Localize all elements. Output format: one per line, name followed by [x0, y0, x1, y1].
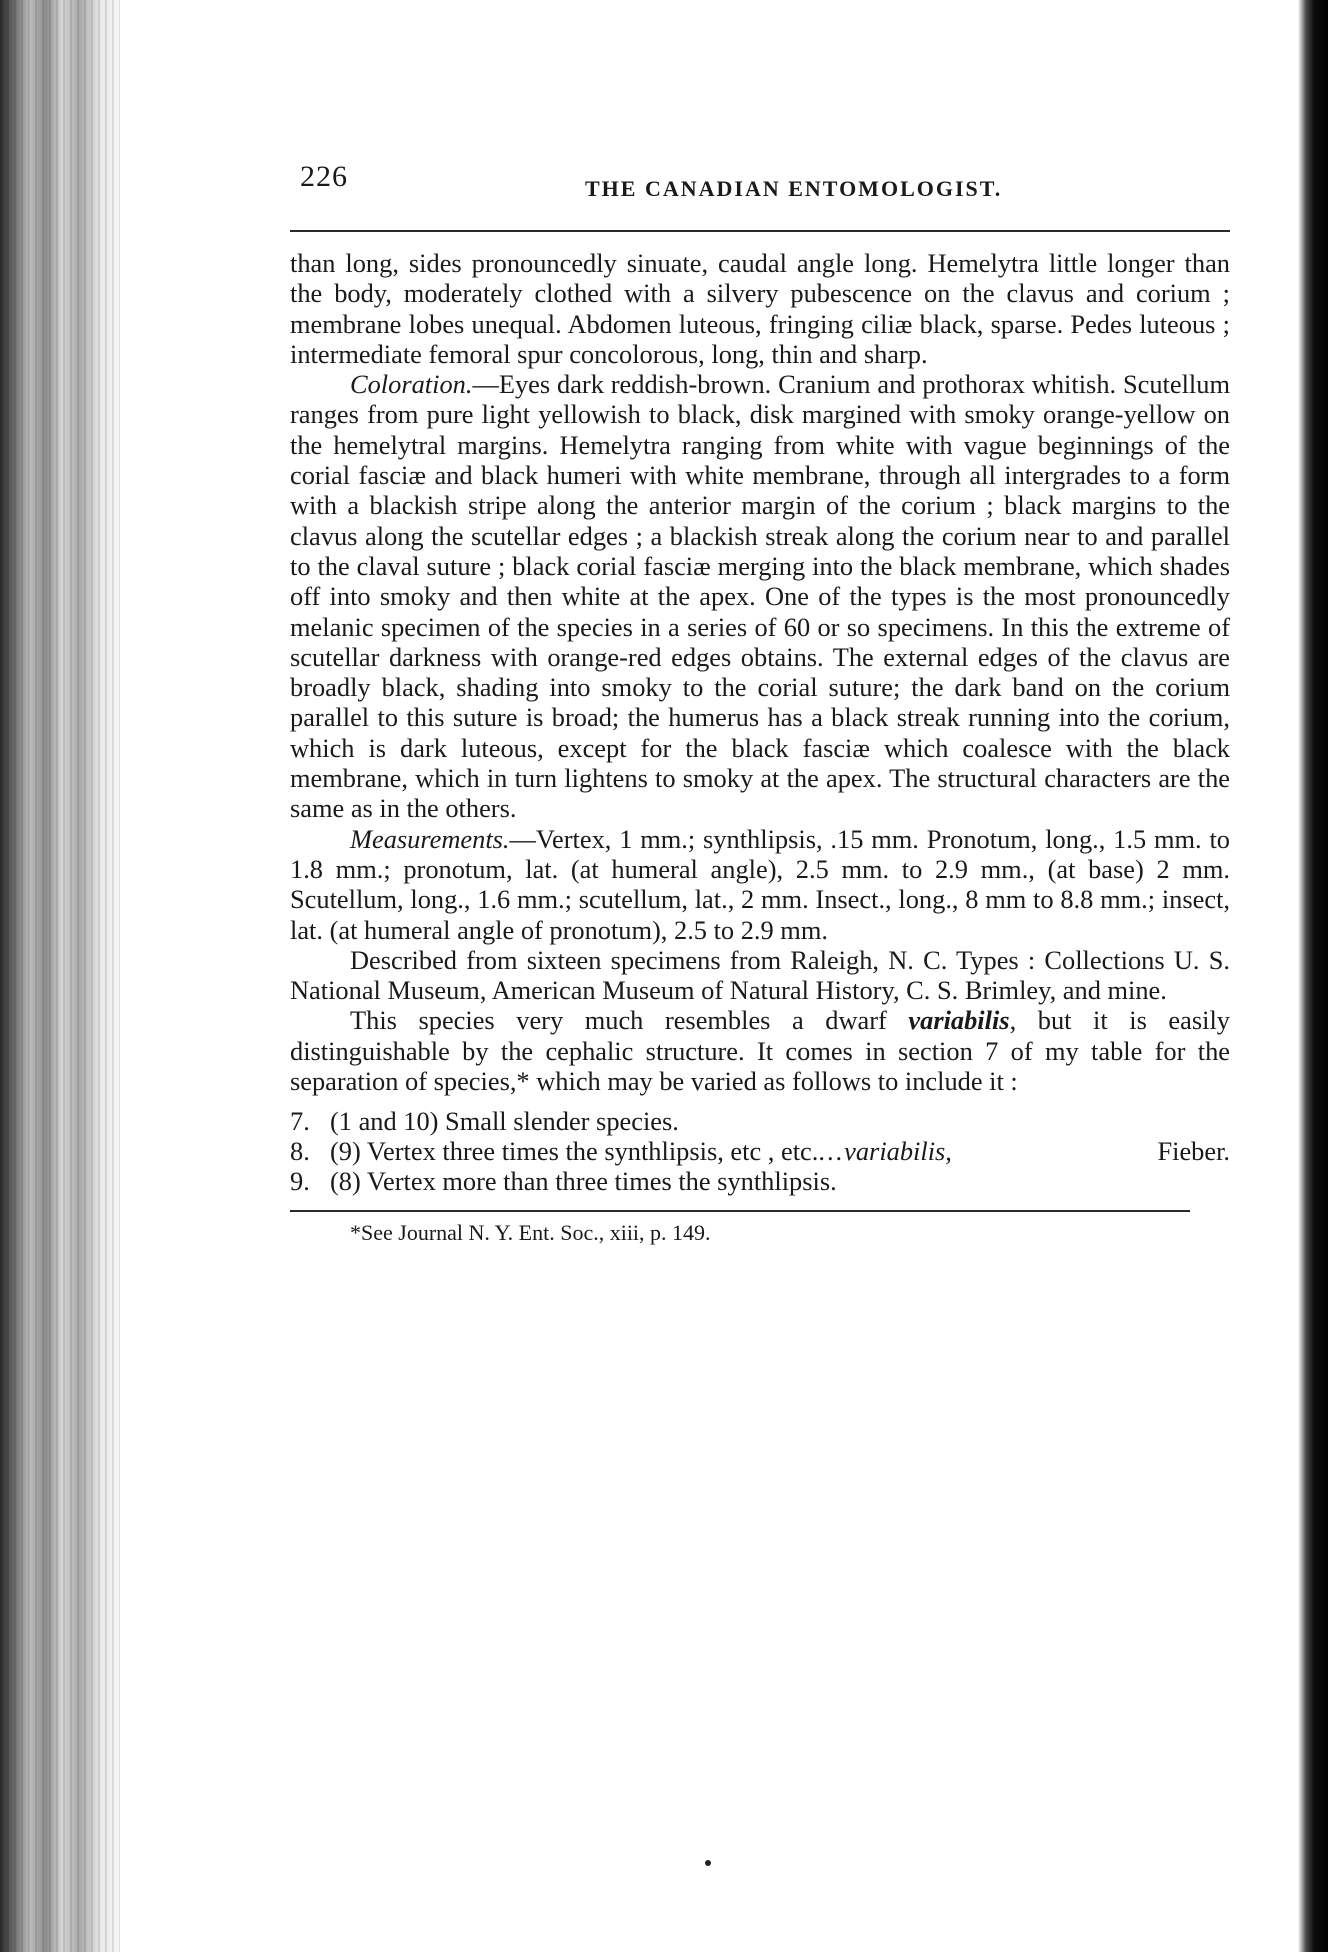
species-key [290, 1106, 1230, 1196]
paragraph-text-after: , but it is easily distinguishable by the cephalic structure. It comes in section 7 of my table for the separation of species,* which may be varied as follows to include it : [290, 1005, 1230, 1097]
paragraph-continuation [290, 248, 1230, 369]
species-author: Fieber. [1157, 1136, 1230, 1167]
paragraph-comparison [290, 1005, 1230, 1096]
header-rule [290, 230, 1230, 232]
paragraph-text-before: This species very much resembles a dwarf [350, 1005, 909, 1036]
key-number: 9. [290, 1166, 310, 1197]
page-number: 226 [300, 160, 348, 193]
paragraph-text: Described from sixteen specimens from Raleigh, N. C. Types : Collections U. S. National Museum, American Museum of Natural History, C. S. Brimley, and mine. [290, 944, 1230, 1006]
paragraph-text: —Eyes dark reddish-brown. Cranium and prothorax whitish. Scutellum ranges from pure light yellowish to black, disk margined with smoky orange-yellow on the hemelytral margins. Hemelytra ranging from white with vague beginnings of the corial fasciæ and black humeri with white membrane, through all intergrades to a form with a blackish stripe along the anterior margin of the corium ; black margins to the clavus along the scutellar edges ; a blackish streak along the corium near to and parallel to the claval suture ; black corial fasciæ merging into the black membrane, which shades off into smoky and then white at the apex. One of the types is the most pronouncedly melanic specimen of the species in a series of 60 or so specimens. In this the extreme of scutellar darkness with orange-red edges obtains. The external edges of the clavus are broadly black, shading into smoky to the corial suture; the dark band on the corium parallel to this suture is broad; the humerus has a black streak running into the corium, which is dark luteous, except for the black fasciæ which coalesce with the black membrane, which in turn lightens to smoky at the apex. The structural characters are the same as in the others. [290, 369, 1230, 824]
paragraph-text: than long, sides pronouncedly sinuate, caudal angle long. Hemelytra little longer than the body, moderately clothed with a silvery pubescence on the clavus and corium ; membrane lobes unequal. Abdomen luteous, fringing ciliæ black, sparse. Pedes luteous ; intermediate femoral spur concolorous, long, thin and sharp. [290, 248, 1230, 369]
key-line [290, 1166, 1230, 1196]
runin-heading: Measurements. [350, 823, 510, 854]
key-line [290, 1106, 1230, 1136]
runin-heading: Coloration. [350, 369, 473, 400]
paragraph-coloration [290, 369, 1230, 823]
species-name: variabilis [908, 1005, 1010, 1036]
key-line [290, 1136, 1230, 1166]
key-text: (1 and 10) Small slender species. [330, 1106, 679, 1137]
book-page [290, 150, 1230, 1246]
paragraph-types [290, 945, 1230, 1006]
body-text [290, 248, 1230, 1096]
book-binding-edge [0, 0, 120, 1952]
key-description: (9) Vertex three times the synthlipsis, etc , etc. [330, 1136, 819, 1167]
page-header [290, 150, 1230, 210]
key-leader-dots: ... [818, 1136, 845, 1167]
key-text: (8) Vertex more than three times the synthlipsis. [330, 1166, 837, 1197]
footnote-rule [290, 1210, 1190, 1212]
species-name: variabilis, [844, 1136, 952, 1167]
paragraph-measurements [290, 824, 1230, 945]
scan-speck [705, 1860, 711, 1866]
footnote: *See Journal N. Y. Ent. Soc., xiii, p. 149. [350, 1220, 711, 1246]
paragraph-text: —Vertex, 1 mm.; synthlipsis, .15 mm. Pronotum, long., 1.5 mm. to 1.8 mm.; pronotum, lat. (at humeral angle), 2.5 mm. to 2.9 mm., (at base) 2 mm. Scutellum, long., 1.6 mm.; scutellum, lat., 2 mm. Insect., long., 8 mm to 8.8 mm.; insect, lat. (at humeral angle of pronotum), 2.5 to 2.9 mm. [290, 823, 1230, 945]
key-number: 8. [290, 1136, 310, 1167]
scan-right-border [1298, 0, 1328, 1952]
running-head: THE CANADIAN ENTOMOLOGIST. [585, 176, 1003, 201]
key-number: 7. [290, 1106, 310, 1137]
key-text [330, 1136, 1230, 1166]
